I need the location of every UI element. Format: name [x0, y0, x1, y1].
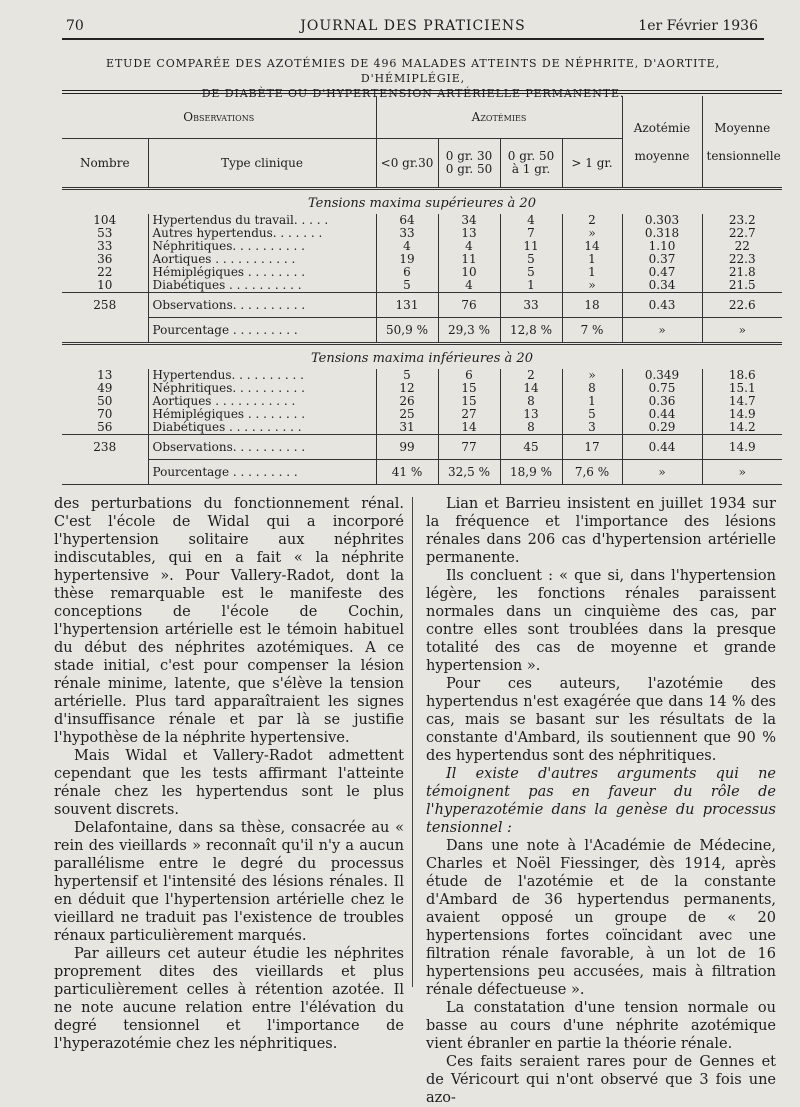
- total-c: 45: [500, 435, 562, 460]
- cell-tens: 22.3: [702, 253, 782, 266]
- right-paragraph-1: Lian et Barrieu insistent en juillet 1934 sur la fréquence et l'importance des lésions rénales dans 206 cas d'hypertension artérielle permanente.: [426, 496, 776, 566]
- cell-c: 7: [500, 227, 562, 240]
- table-row: [62, 279, 782, 293]
- issue-date: 1er Février 1936: [638, 18, 758, 34]
- cell-a: 25: [376, 408, 438, 421]
- cell-moy: 0.47: [622, 266, 702, 279]
- pct-tens: »: [702, 318, 782, 344]
- cell-tens: 21.5: [702, 279, 782, 293]
- header-range-030: 0 gr. 30: [445, 149, 493, 163]
- cell-a: 64: [376, 214, 438, 227]
- body-text: [54, 495, 784, 1106]
- total-a: 131: [376, 293, 438, 318]
- cell-type: Hémiplégiques . . . . . . . .: [148, 408, 376, 421]
- cell-moy: 1.10: [622, 240, 702, 253]
- journal-title: JOURNAL DES PRATICIENS: [300, 18, 526, 34]
- cell-type: Diabétiques . . . . . . . . . .: [148, 421, 376, 435]
- cell-nombre: 50: [97, 394, 113, 408]
- cell-d: »: [562, 279, 622, 293]
- cell-b: 15: [438, 382, 500, 395]
- cell-b: 15: [438, 395, 500, 408]
- total-row: [62, 435, 782, 460]
- pct-tens: »: [702, 460, 782, 485]
- cell-type: Autres hypertendus. . . . . . .: [148, 227, 376, 240]
- cell-b: 10: [438, 266, 500, 279]
- total-row: [62, 293, 782, 318]
- total-moy: 0.43: [622, 293, 702, 318]
- cell-d: »: [562, 369, 622, 382]
- cell-type: Hypertendus. . . . . . . . . .: [148, 369, 376, 382]
- section-1-rows: [62, 214, 782, 293]
- header-range-030-050: [438, 139, 500, 189]
- page-header: [62, 10, 764, 40]
- right-paragraph-4: Il existe d'autres arguments qui ne témoignent pas en faveur du rôle de l'hyperazotémie dans la genèse du processus tensionnel :: [426, 766, 776, 836]
- left-paragraph-3: Delafontaine, dans sa thèse, consacrée au « rein des vieillards » reconnaît qu'il n'y a aucun parallélisme entre le degré du processus hypertensif et l'intensité des lésions rénales. Il en déduit que l'hypertension artérielle chez le vieillard ne traduit pas l'existence de troubles rénaux particulièrement marqués.: [54, 820, 404, 944]
- right-paragraph-6: La constatation d'une tension normale ou basse au cours d'une néphrite azotémique vient ébranler en partie la théorie rénale.: [426, 1000, 776, 1052]
- cell-c: 14: [500, 382, 562, 395]
- cell-moy: 0.44: [622, 408, 702, 421]
- cell-b: 14: [438, 421, 500, 435]
- pct-a: 41 %: [376, 460, 438, 485]
- header-moyenne-tensionnelle: Moyenne tensionnelle: [702, 96, 782, 189]
- cell-d: 2: [562, 214, 622, 227]
- cell-tens: 22: [702, 240, 782, 253]
- cell-nombre: 56: [97, 420, 113, 434]
- cell-tens: 23.2: [702, 214, 782, 227]
- total-tens: 14.9: [702, 435, 782, 460]
- pct-d: 7 %: [562, 318, 622, 344]
- cell-type: Aortiques . . . . . . . . . . .: [148, 395, 376, 408]
- right-paragraph-2: Ils concluent : « que si, dans l'hypertension légère, les fonctions rénales paraissent normales dans un cinquième des cas, par contre elles sont troublées dans la presque totalité des cas de moyenne et grande hypertension ».: [426, 568, 776, 674]
- total-c: 33: [500, 293, 562, 318]
- cell-b: 6: [438, 369, 500, 382]
- total-label: Observations. . . . . . . . . .: [148, 293, 376, 318]
- pct-label: Pourcentage . . . . . . . . .: [148, 460, 376, 485]
- pct-b: 32,5 %: [438, 460, 500, 485]
- header-azotemies: Azotémies: [376, 96, 622, 139]
- caption-line-1: ETUDE COMPARÉE DES AZOTÉMIES DE 496 MALADES ATTEINTS DE NÉPHRITE, D'AORTITE, D'HÉMIPLÉGIE,: [106, 57, 720, 85]
- cell-tens: 14.9: [702, 408, 782, 421]
- header-type-clinique: Type clinique: [148, 139, 376, 189]
- cell-nombre: 70: [97, 407, 113, 421]
- percentage-row: [62, 318, 782, 344]
- caption-line-2: DE DIABÈTE OU D'HYPERTENSION ARTÉRIELLE PERMANENTE.: [201, 87, 625, 100]
- cell-c: 5: [500, 266, 562, 279]
- cell-b: 13: [438, 227, 500, 240]
- cell-nombre: 13: [97, 368, 113, 382]
- cell-c: 8: [500, 395, 562, 408]
- cell-tens: 21.8: [702, 266, 782, 279]
- azotemia-table: [62, 90, 782, 485]
- cell-tens: 18.6: [702, 369, 782, 382]
- total-tens: 22.6: [702, 293, 782, 318]
- cell-b: 34: [438, 214, 500, 227]
- cell-b: 27: [438, 408, 500, 421]
- cell-nombre: 104: [93, 213, 117, 227]
- right-column: [426, 495, 776, 1107]
- right-paragraph-5: Dans une note à l'Académie de Médecine, Charles et Noël Fiessinger, dès 1914, après étude de l'azotémie et de la constante d'Ambard de 36 hypertendus permanents, avaient opposé un groupe de « 20 hypertensions fortes coïncidant avec une filtration rénale favorable, à un lot de 16 hypertensions peu accusées, mais à filtration rénale défectueuse ».: [426, 838, 776, 998]
- cell-a: 5: [376, 279, 438, 293]
- cell-moy: 0.36: [622, 395, 702, 408]
- cell-a: 4: [376, 240, 438, 253]
- header-observations: Observations: [62, 96, 376, 139]
- cell-tens: 14.2: [702, 421, 782, 435]
- pct-d: 7,6 %: [562, 460, 622, 485]
- page-number: 70: [66, 18, 84, 34]
- total-label: Observations. . . . . . . . . .: [148, 435, 376, 460]
- left-paragraph-1: des perturbations du fonctionnement rénal. C'est l'école de Widal qui a incorporé l'hypertension solitaire aux néphrites indiscutables, qui en a fait « la néphrite hypertensive ». Pour Vallery-Radot, dont la thèse remarquable est le manifeste des conceptions de l'école de Cochin, l'hypertension artérielle est le témoin habituel du début des néphrites azotémiques. A ce stade initial, c'est pour compenser la lésion rénale minime, latente, que s'élève la tension artérielle. Plus tard apparaîtraient les signes d'insuffisance rénale et par là se justifie l'hypothèse de la néphrite hypertensive.: [54, 496, 404, 746]
- pct-c: 12,8 %: [500, 318, 562, 344]
- cell-c: 1: [500, 279, 562, 293]
- cell-a: 5: [376, 369, 438, 382]
- pct-c: 18,9 %: [500, 460, 562, 485]
- table-row: [62, 421, 782, 435]
- cell-c: 8: [500, 421, 562, 435]
- total-a: 99: [376, 435, 438, 460]
- total-b: 76: [438, 293, 500, 318]
- cell-c: 4: [500, 214, 562, 227]
- cell-type: Hémiplégiques . . . . . . . .: [148, 266, 376, 279]
- header-range-050b: 0 gr. 50: [507, 149, 555, 163]
- cell-nombre: 22: [97, 265, 113, 279]
- header-range-1: à 1 gr.: [511, 162, 551, 176]
- cell-nombre: 53: [97, 226, 113, 240]
- cell-nombre: 33: [97, 239, 113, 253]
- cell-d: »: [562, 227, 622, 240]
- cell-type: Néphritiques. . . . . . . . . .: [148, 382, 376, 395]
- cell-d: 14: [562, 240, 622, 253]
- section-2-rows: [62, 369, 782, 435]
- pct-moy: »: [622, 460, 702, 485]
- pct-moy: »: [622, 318, 702, 344]
- total-nombre: 238: [62, 435, 148, 460]
- cell-b: 11: [438, 253, 500, 266]
- cell-moy: 0.303: [622, 214, 702, 227]
- cell-tens: 15.1: [702, 382, 782, 395]
- cell-d: 1: [562, 253, 622, 266]
- cell-c: 11: [500, 240, 562, 253]
- cell-c: 13: [500, 408, 562, 421]
- cell-b: 4: [438, 240, 500, 253]
- cell-type: Aortiques . . . . . . . . . . .: [148, 253, 376, 266]
- cell-d: 8: [562, 382, 622, 395]
- cell-nombre: 49: [97, 381, 113, 395]
- header-gt-1: > 1 gr.: [562, 139, 622, 189]
- total-d: 17: [562, 435, 622, 460]
- cell-moy: 0.318: [622, 227, 702, 240]
- total-b: 77: [438, 435, 500, 460]
- header-nombre: Nombre: [79, 155, 130, 170]
- cell-moy: 0.349: [622, 369, 702, 382]
- cell-a: 6: [376, 266, 438, 279]
- header-lt-030: <0 gr.30: [376, 139, 438, 189]
- right-paragraph-3: Pour ces auteurs, l'azotémie des hypertendus n'est exagérée que dans 14 % des cas, mais se basant sur les résultats de la constante d'Ambard, ils soutiennent que 90 % des hypertendus sont des néphritiques.: [426, 676, 776, 764]
- pct-a: 50,9 %: [376, 318, 438, 344]
- cell-moy: 0.29: [622, 421, 702, 435]
- header-range-050: 0 gr. 50: [445, 162, 493, 176]
- cell-type: Diabétiques . . . . . . . . . .: [148, 279, 376, 293]
- cell-a: 19: [376, 253, 438, 266]
- header-range-050-1: [500, 139, 562, 189]
- cell-a: 12: [376, 382, 438, 395]
- pct-label: Pourcentage . . . . . . . . .: [148, 318, 376, 344]
- section-title-1: Tensions maxima supérieures à 20: [308, 195, 536, 211]
- cell-type: Néphritiques. . . . . . . . . .: [148, 240, 376, 253]
- cell-moy: 0.75: [622, 382, 702, 395]
- section-title-2: Tensions maxima inférieures à 20: [311, 350, 533, 366]
- percentage-row: [62, 460, 782, 485]
- cell-type: Hypertendus du travail. . . . .: [148, 214, 376, 227]
- left-column: [54, 495, 404, 1053]
- pct-b: 29,3 %: [438, 318, 500, 344]
- cell-moy: 0.34: [622, 279, 702, 293]
- total-moy: 0.44: [622, 435, 702, 460]
- cell-a: 31: [376, 421, 438, 435]
- cell-moy: 0.37: [622, 253, 702, 266]
- cell-c: 2: [500, 369, 562, 382]
- left-paragraph-4: Par ailleurs cet auteur étudie les néphrites proprement dites des vieillards et plus particulièrement celles à rétention azotée. Il ne note aucune relation entre l'élévation du degré tensionnel et l'importance de l'hyperazotémie chez les néphritiques.: [54, 946, 404, 1052]
- cell-d: 3: [562, 421, 622, 435]
- cell-tens: 22.7: [702, 227, 782, 240]
- cell-nombre: 36: [97, 252, 113, 266]
- cell-c: 5: [500, 253, 562, 266]
- cell-d: 5: [562, 408, 622, 421]
- cell-d: 1: [562, 266, 622, 279]
- column-divider: [412, 497, 413, 987]
- cell-d: 1: [562, 395, 622, 408]
- total-nombre: 258: [62, 293, 148, 318]
- right-paragraph-7: Ces faits seraient rares pour de Gennes et de Véricourt qui n'ont observé que 3 fois une azo-: [426, 1054, 776, 1106]
- cell-b: 4: [438, 279, 500, 293]
- header-azotemie-moyenne: Azotémie moyenne: [622, 96, 702, 189]
- cell-a: 33: [376, 227, 438, 240]
- total-d: 18: [562, 293, 622, 318]
- cell-a: 26: [376, 395, 438, 408]
- left-paragraph-2: Mais Widal et Vallery-Radot admettent cependant que les tests affirmant l'atteinte rénale chez les hypertendus sont le plus souvent discrets.: [54, 748, 404, 818]
- cell-tens: 14.7: [702, 395, 782, 408]
- cell-nombre: 10: [97, 278, 113, 292]
